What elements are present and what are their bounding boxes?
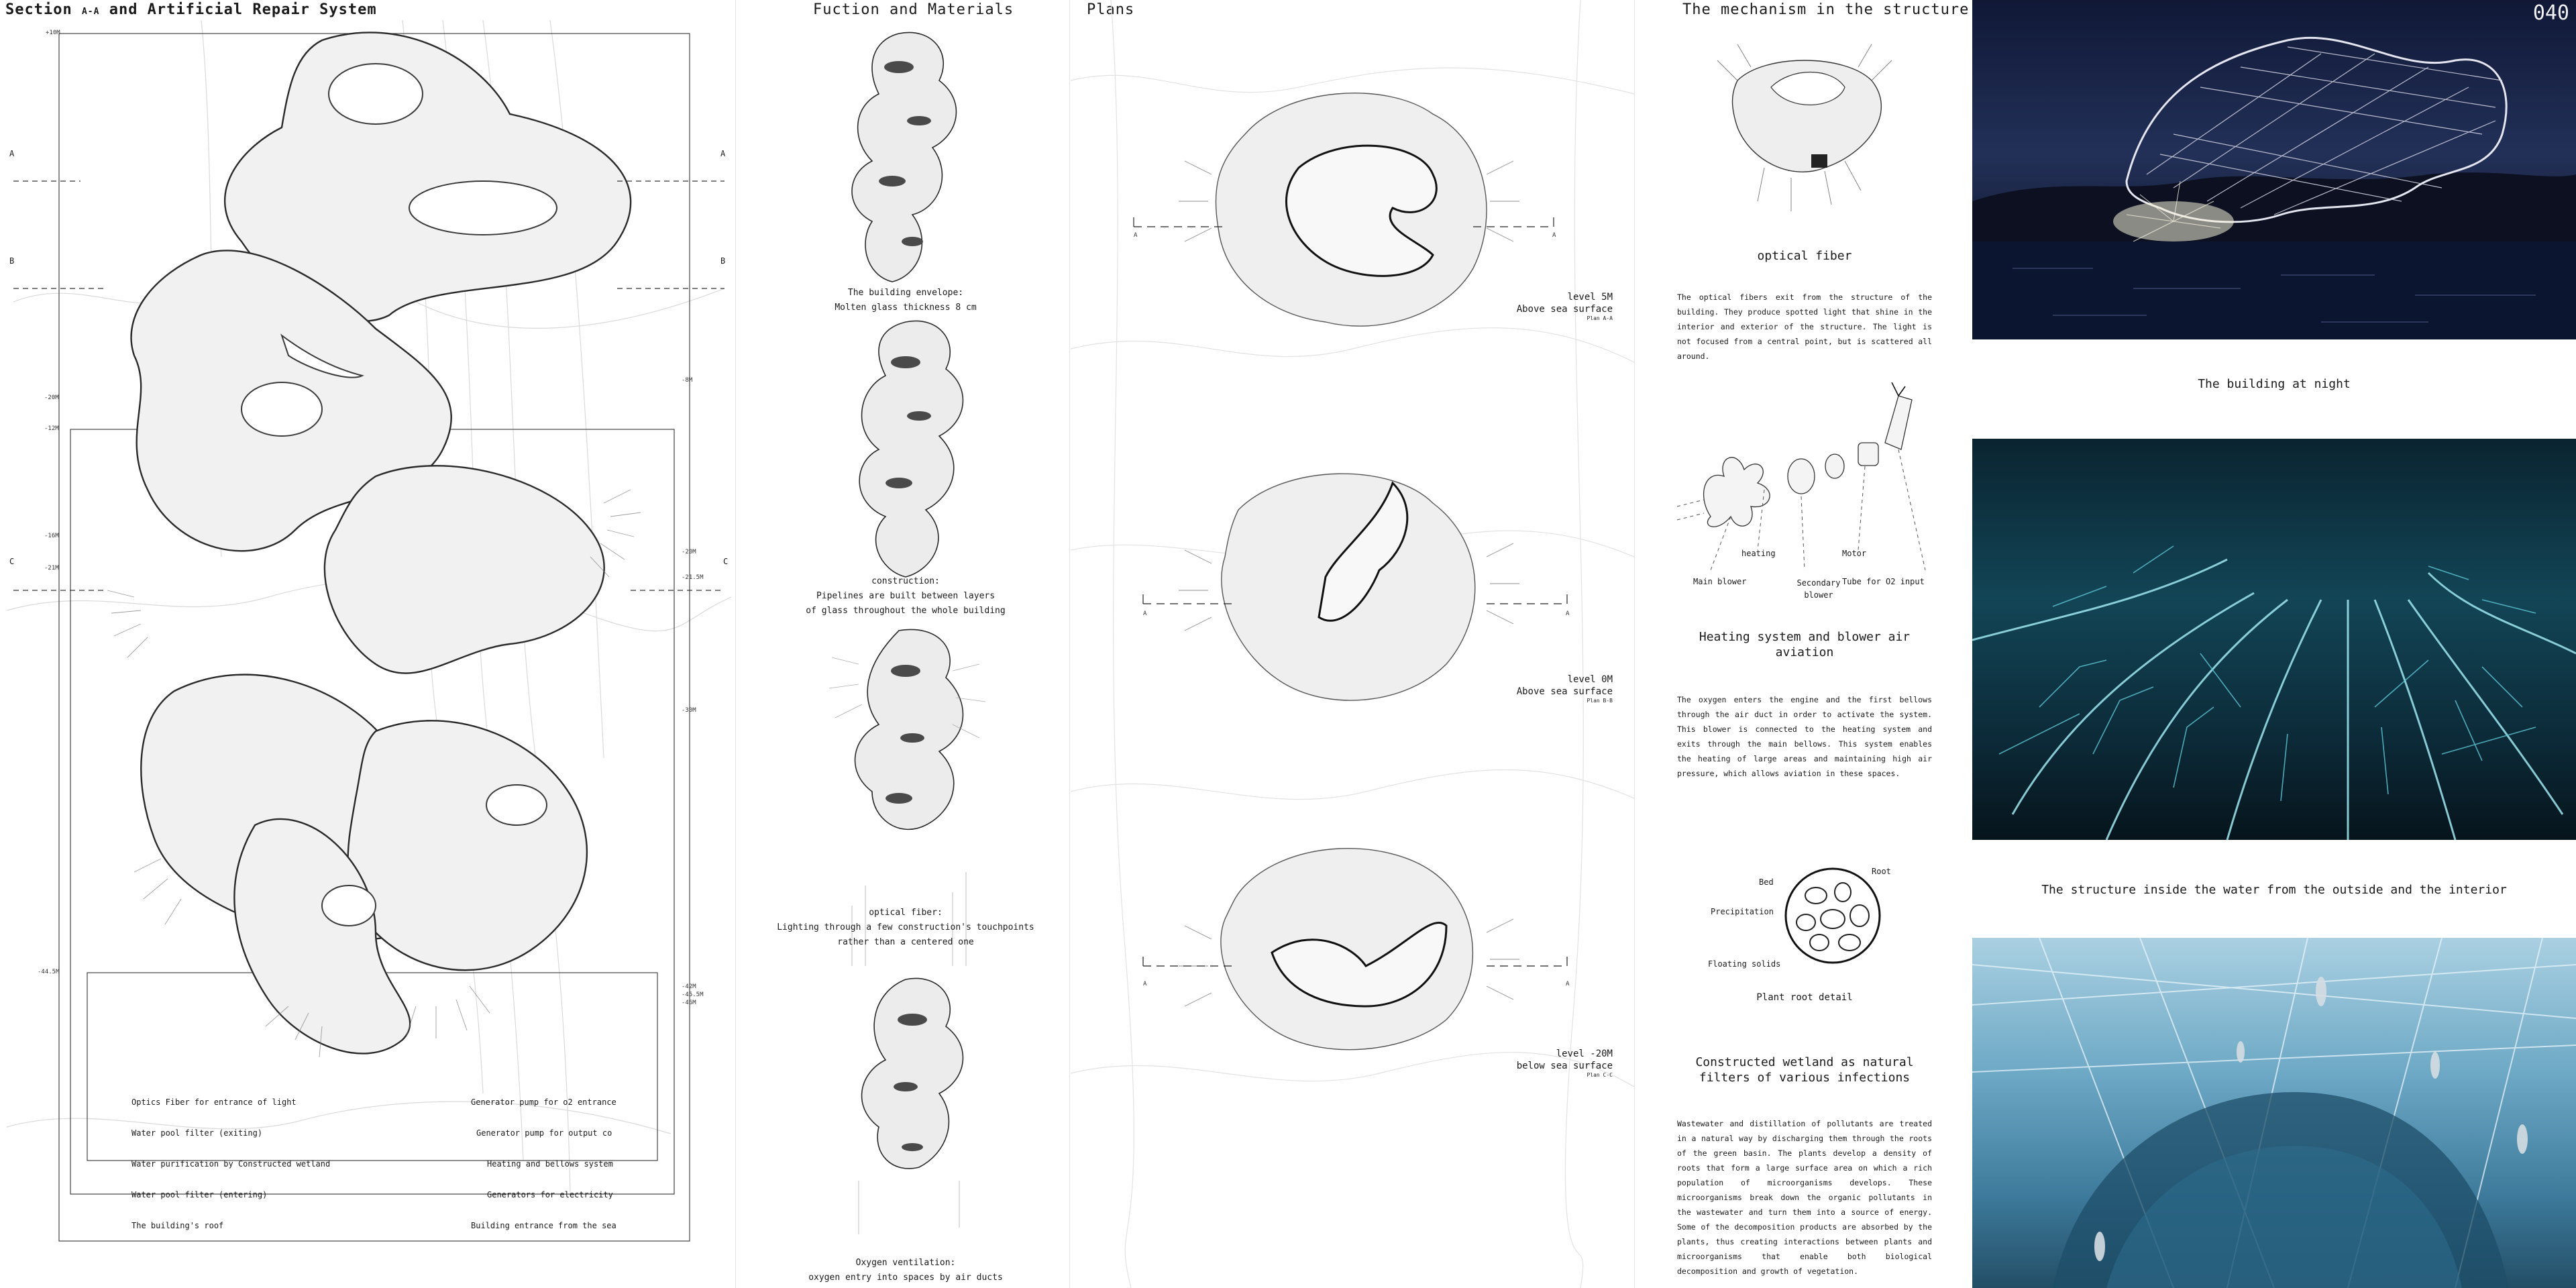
plan-label-3	[1449, 1048, 1613, 1079]
level-mark-right-6: -45.5M	[682, 991, 704, 998]
night-photo-caption: The building at night	[2198, 377, 2351, 391]
function-caption-2-title: construction:	[871, 576, 940, 586]
section-letter-c-left: C	[9, 557, 15, 566]
root-label-precipitation: Precipitation	[1711, 907, 1774, 916]
plan-label-2-plan: Plan B-B	[1587, 698, 1613, 704]
function-caption-4-text: oxygen entry into spaces by air ducts	[808, 1273, 1003, 1283]
level-mark-right-5: -42M	[682, 983, 696, 990]
section-letter-b-left: B	[9, 256, 15, 266]
legend-right-4: Generators for electricity	[487, 1190, 613, 1199]
optical-fiber-text: The optical fibers exit from the structure of the building. They produce spotted light that shine in the interior and exterior of the structure. The light is not focused from a central point, but is scattered all around.	[1677, 292, 1932, 361]
legend-left-1: Optics Fiber for entrance of light	[131, 1097, 297, 1107]
divider-3	[1634, 0, 1635, 1288]
plan-marker-a-3r: A	[1566, 981, 1570, 987]
underwater-photo-art	[1972, 439, 2576, 840]
section-title-prefix: Section	[5, 1, 72, 18]
plan-marker-a-2r: A	[1566, 610, 1570, 617]
legend-left-3: Water purification by Constructed wetland	[131, 1159, 331, 1169]
function-caption-2-text-2: of glass throughout the whole building	[806, 606, 1006, 616]
plan-label-2-level: level 0M	[1567, 674, 1613, 685]
blower-label-secondary-text: Secondary blower	[1796, 578, 1841, 600]
function-caption-3-text-2: rather than a centered one	[837, 937, 974, 948]
plan-marker-a-2l: A	[1143, 610, 1147, 617]
function-title: Fuction and Materials	[813, 1, 1014, 18]
plan-marker-a-1l: A	[1134, 232, 1138, 239]
blower-label-motor: Motor	[1842, 549, 1867, 558]
function-caption-1-title: The building envelope:	[847, 288, 964, 298]
level-mark-left-5: -21M	[44, 565, 59, 572]
wetland-title: Constructed wetland as natural filters of various infections	[1695, 1055, 1914, 1085]
interior-photo	[1972, 938, 2576, 1288]
section-letter-a-right: A	[720, 149, 726, 158]
level-mark-left-4: -16M	[44, 533, 59, 539]
section-letter-b-right: B	[720, 256, 726, 266]
plant-root-caption: Plant root detail	[1756, 992, 1853, 1003]
function-caption-2	[785, 574, 1026, 619]
function-caption-3	[771, 906, 1040, 950]
level-mark-right-4: -30M	[682, 707, 696, 714]
optical-fiber-title: optical fiber	[1757, 249, 1852, 263]
level-mark-right-3: -21.5M	[682, 574, 704, 581]
section-title-cut: A-A	[81, 7, 100, 17]
wetland-text: Wastewater and distillation of pollutants are treated in a natural way by discharging them through the roots of the green basin. The plants develop a density of roots that form a large surface area on which a rich population of microorganisms develops. These microorganisms break down the organic pollutants in the wastewater and turn them into a source of energy. Some of the decomposition products are absorbed by the plants, thus creating interactions between plants and microorganisms that enable both biological decomposition and growth of vegetation.	[1677, 1119, 1932, 1276]
page-number: 040	[2532, 1, 2569, 25]
blower-label-main: Main blower	[1693, 577, 1747, 586]
function-caption-2-text: Pipelines are built between layers	[816, 591, 996, 602]
function-caption-3-title: optical fiber:	[869, 908, 943, 918]
function-caption-1-text: Molten glass thickness 8 cm	[835, 303, 977, 313]
divider-1	[735, 0, 736, 1288]
blower-diagram	[1670, 382, 1939, 597]
underwater-photo	[1972, 439, 2576, 840]
blower-label-tube: Tube for O2 input	[1842, 577, 1925, 586]
divider-2	[1069, 0, 1070, 1288]
function-caption-3-text: Lighting through a few construction's touchpoints	[777, 922, 1034, 933]
underwater-photo-caption: The structure inside the water from the outside and the interior	[2041, 883, 2507, 897]
plan-label-1	[1449, 291, 1613, 323]
plan-label-1-level: level 5M	[1567, 292, 1613, 303]
plan-label-1-position: Above sea surface	[1516, 304, 1613, 315]
section-letter-c-right: C	[723, 557, 729, 566]
legend-right-5: Building entrance from the sea	[471, 1221, 616, 1230]
legend-left-2: Water pool filter (exiting)	[131, 1128, 263, 1138]
mechanism-title: The mechanism in the structure	[1682, 1, 1970, 18]
legend-left-4: Water pool filter (entering)	[131, 1190, 268, 1199]
root-label-root: Root	[1872, 867, 1891, 876]
plan-label-3-level: level -20M	[1556, 1049, 1613, 1059]
level-mark-left-1: +10M	[46, 30, 60, 36]
legend-right-1: Generator pump for o2 entrance	[471, 1097, 616, 1107]
legend-right-2: Generator pump for output co	[476, 1128, 612, 1138]
blower-label-secondary	[1790, 577, 1847, 601]
legend-right-3: Heating and bellows system	[487, 1159, 613, 1169]
function-caption-4-title: Oxygen ventilation:	[855, 1258, 956, 1268]
level-mark-right-1: -8M	[682, 377, 693, 384]
level-mark-right-2: -20M	[682, 549, 696, 555]
section-drawing	[0, 20, 738, 1288]
plan-label-1-plan: Plan A-A	[1587, 315, 1613, 322]
root-label-floating: Floating solids	[1708, 959, 1781, 969]
section-letter-a-left: A	[9, 149, 15, 158]
plans-title: Plans	[1087, 1, 1135, 18]
night-photo	[1972, 0, 2576, 339]
level-mark-left-6: -44.5M	[38, 969, 60, 975]
plant-root-diagram	[1779, 865, 1886, 966]
root-label-bed: Bed	[1759, 877, 1774, 887]
function-drawings	[798, 27, 1013, 1261]
level-mark-right-7: -46M	[682, 1000, 696, 1006]
heating-title: Heating system and blower air aviation	[1699, 630, 1911, 660]
blower-label-heating: heating	[1741, 549, 1776, 558]
plans-drawing	[1071, 0, 1634, 1288]
legend-left-5: The building's roof	[131, 1221, 224, 1230]
plan-label-2-position: Above sea surface	[1516, 686, 1613, 698]
function-caption-1	[798, 286, 1013, 315]
plan-marker-a-3l: A	[1143, 981, 1147, 987]
heating-text: The oxygen enters the engine and the first bellows through the air duct in order to activate the system. This blower is connected to the heating system and exits through the main bellows. This system enables the heating of large areas and maintaining high air pressure, which allows aviation in these spaces.	[1677, 695, 1932, 778]
interior-photo-art	[1972, 938, 2576, 1288]
plan-label-2	[1449, 674, 1613, 705]
night-photo-art	[1972, 0, 2576, 339]
section-title-suffix: and Artificial Repair System	[109, 1, 377, 18]
level-mark-left-2: -20M	[44, 394, 59, 401]
optical-fiber-drawing	[1711, 40, 1905, 215]
level-mark-left-3: -12M	[44, 425, 59, 432]
plan-marker-a-1r: A	[1552, 232, 1556, 239]
plan-label-3-position: below sea surface	[1516, 1061, 1613, 1072]
function-caption-4	[785, 1256, 1026, 1285]
plan-label-3-plan: Plan C-C	[1587, 1072, 1613, 1079]
section-title	[5, 1, 377, 18]
